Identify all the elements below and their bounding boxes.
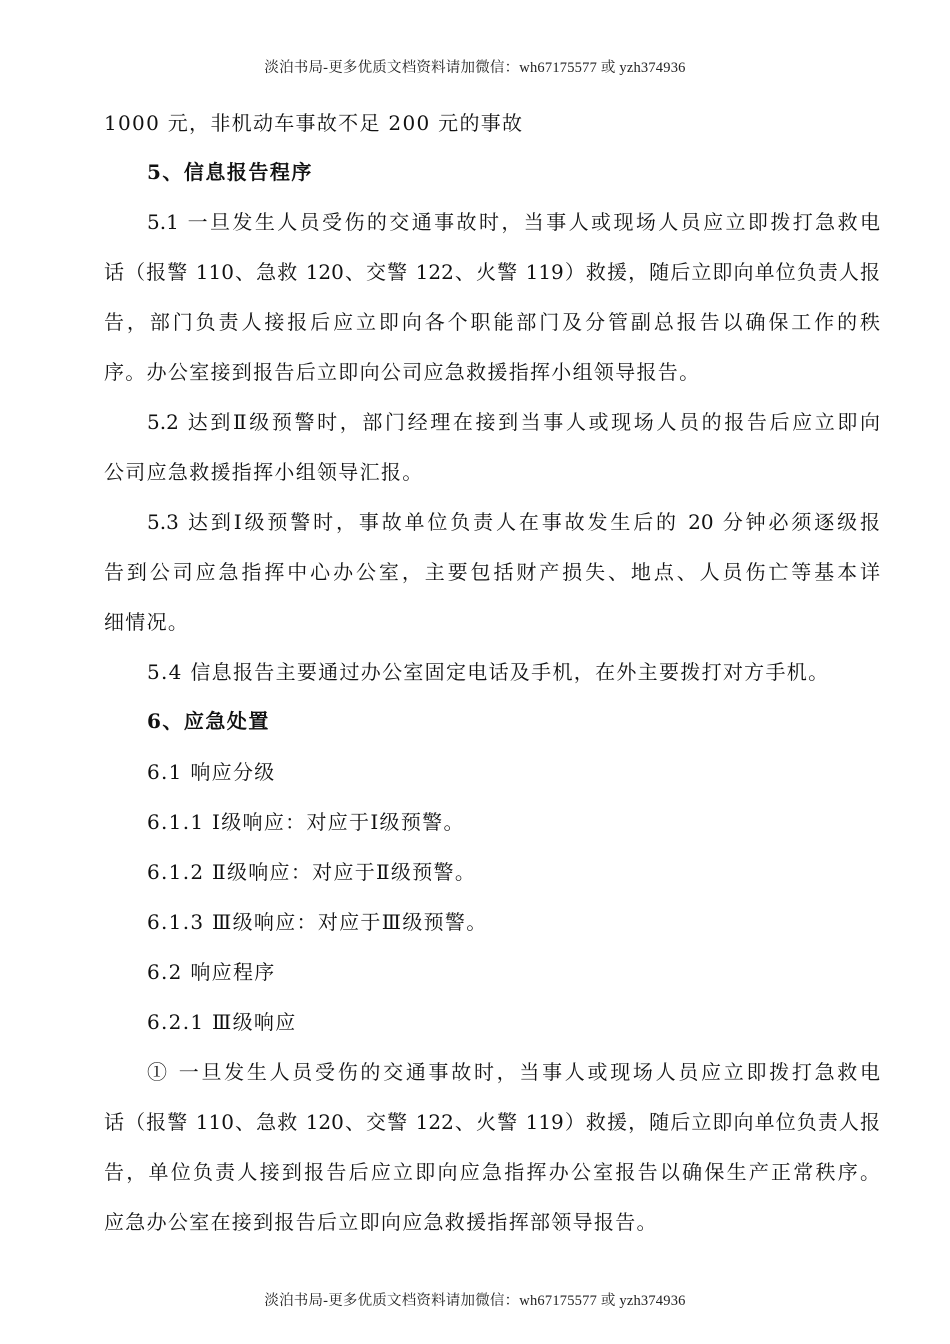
text-line: 5.2 达到Ⅱ级预警时，部门经理在接到当事人或现场人员的报告后应立即向 — [147, 410, 880, 434]
text-line: 6.1.1 Ⅰ级响应：对应于Ⅰ级预警。 — [147, 810, 465, 834]
text-line: 告到公司应急指挥中心办公室，主要包括财产损失、地点、人员伤亡等基本详 — [104, 560, 880, 584]
text-line: 序。办公室接到报告后立即向公司应急救援指挥小组领导报告。 — [104, 360, 701, 384]
subsection-heading: 6.2 响应程序 — [147, 960, 276, 984]
text-line: 6.2.1 Ⅲ级响应 — [147, 1010, 297, 1034]
text-line: 5.1 一旦发生人员受伤的交通事故时，当事人或现场人员应立即拨打急救电 — [147, 210, 880, 234]
page-header-watermark: 淡泊书局-更多优质文档资料请加微信：wh67175577 或 yzh374936 — [264, 60, 686, 76]
text-line: 话（报警 110、急救 120、交警 122、火警 119）救援，随后立即向单位负责人报 — [104, 260, 880, 284]
text-line: 细情况。 — [104, 610, 190, 634]
subsection-heading: 6.1 响应分级 — [147, 760, 276, 784]
section-heading-5: 5、信息报告程序 — [147, 160, 313, 184]
section-heading-6: 6、应急处置 — [147, 709, 270, 733]
text-line: 1000 元，非机动车事故不足 200 元的事故 — [104, 111, 524, 135]
text-line: ① 一旦发生人员受伤的交通事故时，当事人或现场人员应立即拨打急救电 — [147, 1060, 880, 1084]
text-line: 应急办公室在接到报告后立即向应急救援指挥部领导报告。 — [104, 1210, 658, 1234]
text-line: 6.1.3 Ⅲ级响应：对应于Ⅲ级预警。 — [147, 910, 488, 934]
text-line: 5.4 信息报告主要通过办公室固定电话及手机，在外主要拨打对方手机。 — [147, 660, 830, 684]
page-footer-watermark: 淡泊书局-更多优质文档资料请加微信：wh67175577 或 yzh374936 — [264, 1293, 686, 1309]
text-line: 公司应急救援指挥小组领导汇报。 — [104, 460, 424, 484]
text-line: 6.1.2 Ⅱ级响应：对应于Ⅱ级预警。 — [147, 860, 477, 884]
text-line: 话（报警 110、急救 120、交警 122、火警 119）救援，随后立即向单位负责人报 — [104, 1110, 880, 1134]
text-line: 告，部门负责人接报后应立即向各个职能部门及分管副总报告以确保工作的秩 — [104, 310, 880, 334]
text-line: 告，单位负责人接到报告后应立即向应急指挥办公室报告以确保生产正常秩序。 — [104, 1160, 880, 1184]
text-line: 5.3 达到Ⅰ级预警时，事故单位负责人在事故发生后的 20 分钟必须逐级报 — [147, 510, 880, 534]
